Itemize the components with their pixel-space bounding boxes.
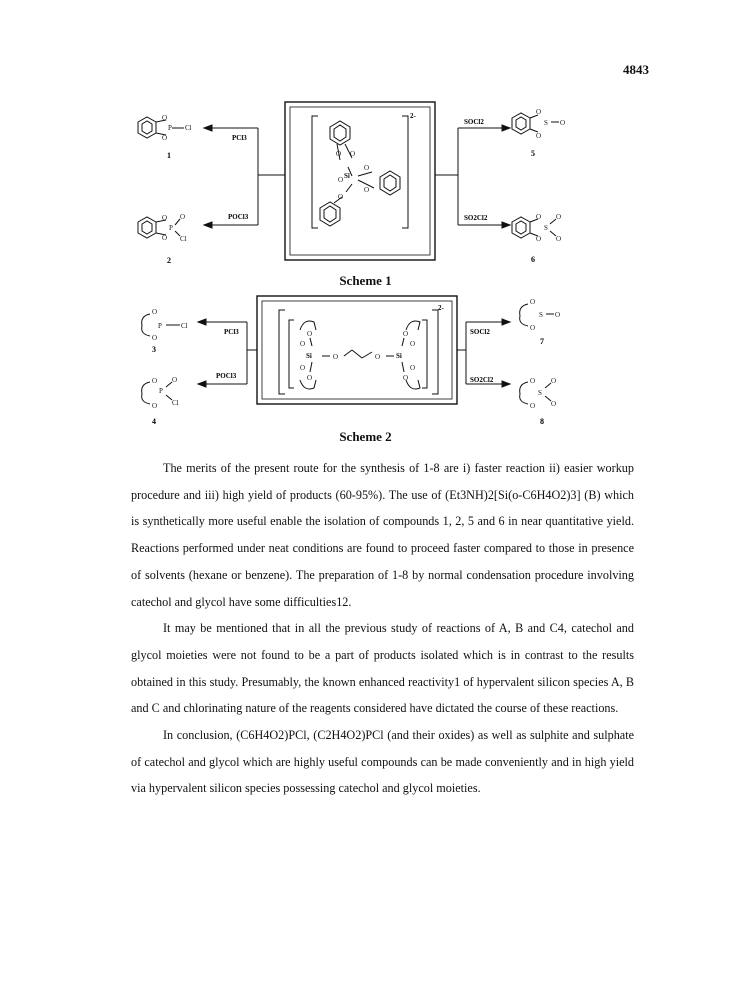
- svg-text:Cl: Cl: [181, 322, 188, 330]
- compound-8-number: 8: [540, 417, 544, 426]
- svg-text:Cl: Cl: [172, 399, 179, 407]
- svg-text:S: S: [544, 224, 548, 232]
- compound-1-number: 1: [167, 151, 171, 160]
- scheme-2-figure: [0, 292, 731, 432]
- scheme-1-reagent-socl2: SOCl2: [464, 118, 484, 126]
- compound-2-number: 2: [167, 256, 171, 265]
- scheme-1-caption: Scheme 1: [339, 273, 392, 288]
- svg-text:Si: Si: [344, 172, 350, 180]
- svg-text:O: O: [307, 374, 313, 382]
- paragraph-1: The merits of the present route for the synthesis of 1-8 are i) faster reaction ii) easier workup procedure and iii) high yield of products (60-95%). The use of (Et3NH)2[Si(o-C6H4O2)3] (B) which is synthetically more useful enable the isolation of compounds 1, 2, 5 and 6 in near quantitative yield. Reactions performed under neat conditions are found to proceed faster compared to those in presence of solvents (hexane or benzene). The preparation of 1-8 by normal condensation procedure involving catechol and glycol have some difficulties12.: [131, 461, 634, 609]
- svg-text:P: P: [169, 224, 173, 232]
- svg-text:O: O: [338, 193, 344, 201]
- svg-text:O: O: [152, 402, 158, 410]
- svg-text:O: O: [152, 377, 158, 385]
- svg-text:O: O: [307, 330, 313, 338]
- svg-text:O: O: [410, 340, 416, 348]
- svg-text:O: O: [162, 234, 168, 242]
- svg-text:S: S: [538, 389, 542, 397]
- svg-text:O: O: [530, 298, 536, 306]
- scheme-2-charge: 2-: [438, 304, 444, 312]
- svg-text:O: O: [300, 364, 306, 372]
- svg-text:O: O: [555, 311, 561, 319]
- svg-text:P: P: [159, 387, 163, 395]
- svg-text:O: O: [410, 364, 416, 372]
- svg-text:O: O: [333, 353, 339, 361]
- svg-text:P: P: [168, 124, 172, 132]
- page-number: 4843: [623, 62, 649, 77]
- svg-text:O: O: [336, 150, 342, 158]
- svg-text:O: O: [375, 353, 381, 361]
- svg-text:O: O: [300, 340, 306, 348]
- svg-text:O: O: [403, 374, 409, 382]
- svg-text:O: O: [556, 213, 562, 221]
- compound-4-number: 4: [152, 417, 156, 426]
- scheme-1-figure: [0, 100, 731, 270]
- svg-text:O: O: [162, 214, 168, 222]
- compound-3-number: 3: [152, 345, 156, 354]
- svg-text:O: O: [364, 164, 370, 172]
- svg-text:O: O: [162, 114, 168, 122]
- svg-text:O: O: [172, 376, 178, 384]
- svg-text:O: O: [364, 186, 370, 194]
- svg-text:O: O: [350, 150, 356, 158]
- svg-text:Si: Si: [396, 352, 402, 360]
- scheme-2-caption: Scheme 2: [339, 429, 392, 444]
- scheme-2-reagent-socl2: SOCl2: [470, 328, 490, 336]
- svg-text:O: O: [530, 324, 536, 332]
- svg-text:O: O: [551, 400, 557, 408]
- svg-text:Si: Si: [306, 352, 312, 360]
- svg-text:O: O: [530, 377, 536, 385]
- svg-text:O: O: [530, 402, 536, 410]
- scheme-2-reagent-pcl3: PCl3: [224, 328, 239, 336]
- svg-text:S: S: [544, 119, 548, 127]
- svg-text:P: P: [158, 322, 162, 330]
- svg-text:O: O: [556, 235, 562, 243]
- svg-text:S: S: [539, 311, 543, 319]
- svg-text:Cl: Cl: [180, 235, 187, 243]
- compound-5-number: 5: [531, 149, 535, 158]
- svg-text:O: O: [338, 176, 344, 184]
- svg-text:O: O: [152, 334, 158, 342]
- svg-text:O: O: [152, 308, 158, 316]
- scheme-2-reagent-so2cl2: SO2Cl2: [470, 376, 494, 384]
- svg-text:O: O: [560, 119, 566, 127]
- scheme-1-charge: 2-: [410, 112, 416, 120]
- scheme-1-reagent-pocl3: POCl3: [228, 213, 249, 221]
- paragraph-2: It may be mentioned that in all the previous study of reactions of A, B and C4, catechol and glycol moieties were not found to be a part of products isolated which is in contrast to the results obtained in this study. Presumably, the known enhanced reactivity1 of hypervalent silicon species A, B and C and chlorinating nature of the reagents considered have dictated the course of these reactions.: [131, 621, 634, 716]
- svg-text:O: O: [403, 330, 409, 338]
- svg-text:O: O: [536, 213, 542, 221]
- svg-text:Cl: Cl: [185, 124, 192, 132]
- svg-text:O: O: [162, 134, 168, 142]
- svg-text:O: O: [536, 235, 542, 243]
- svg-text:O: O: [551, 377, 557, 385]
- svg-text:O: O: [180, 213, 186, 221]
- paragraph-3: In conclusion, (C6H4O2)PCl, (C2H4O2)PCl (and their oxides) as well as sulphite and sulphate of catechol and glycol which are highly useful compounds can be made conveniently and in high yield via hypervalent silicon species possessing catechol and glycol moieties.: [131, 728, 634, 796]
- svg-text:O: O: [536, 108, 542, 116]
- compound-7-number: 7: [540, 337, 544, 346]
- scheme-1-reagent-pcl3: PCl3: [232, 134, 247, 142]
- body-text: [131, 455, 634, 802]
- scheme-1-reagent-so2cl2: SO2Cl2: [464, 214, 488, 222]
- scheme-2-reagent-pocl3: POCl3: [216, 372, 237, 380]
- svg-text:O: O: [536, 132, 542, 140]
- compound-6-number: 6: [531, 255, 535, 264]
